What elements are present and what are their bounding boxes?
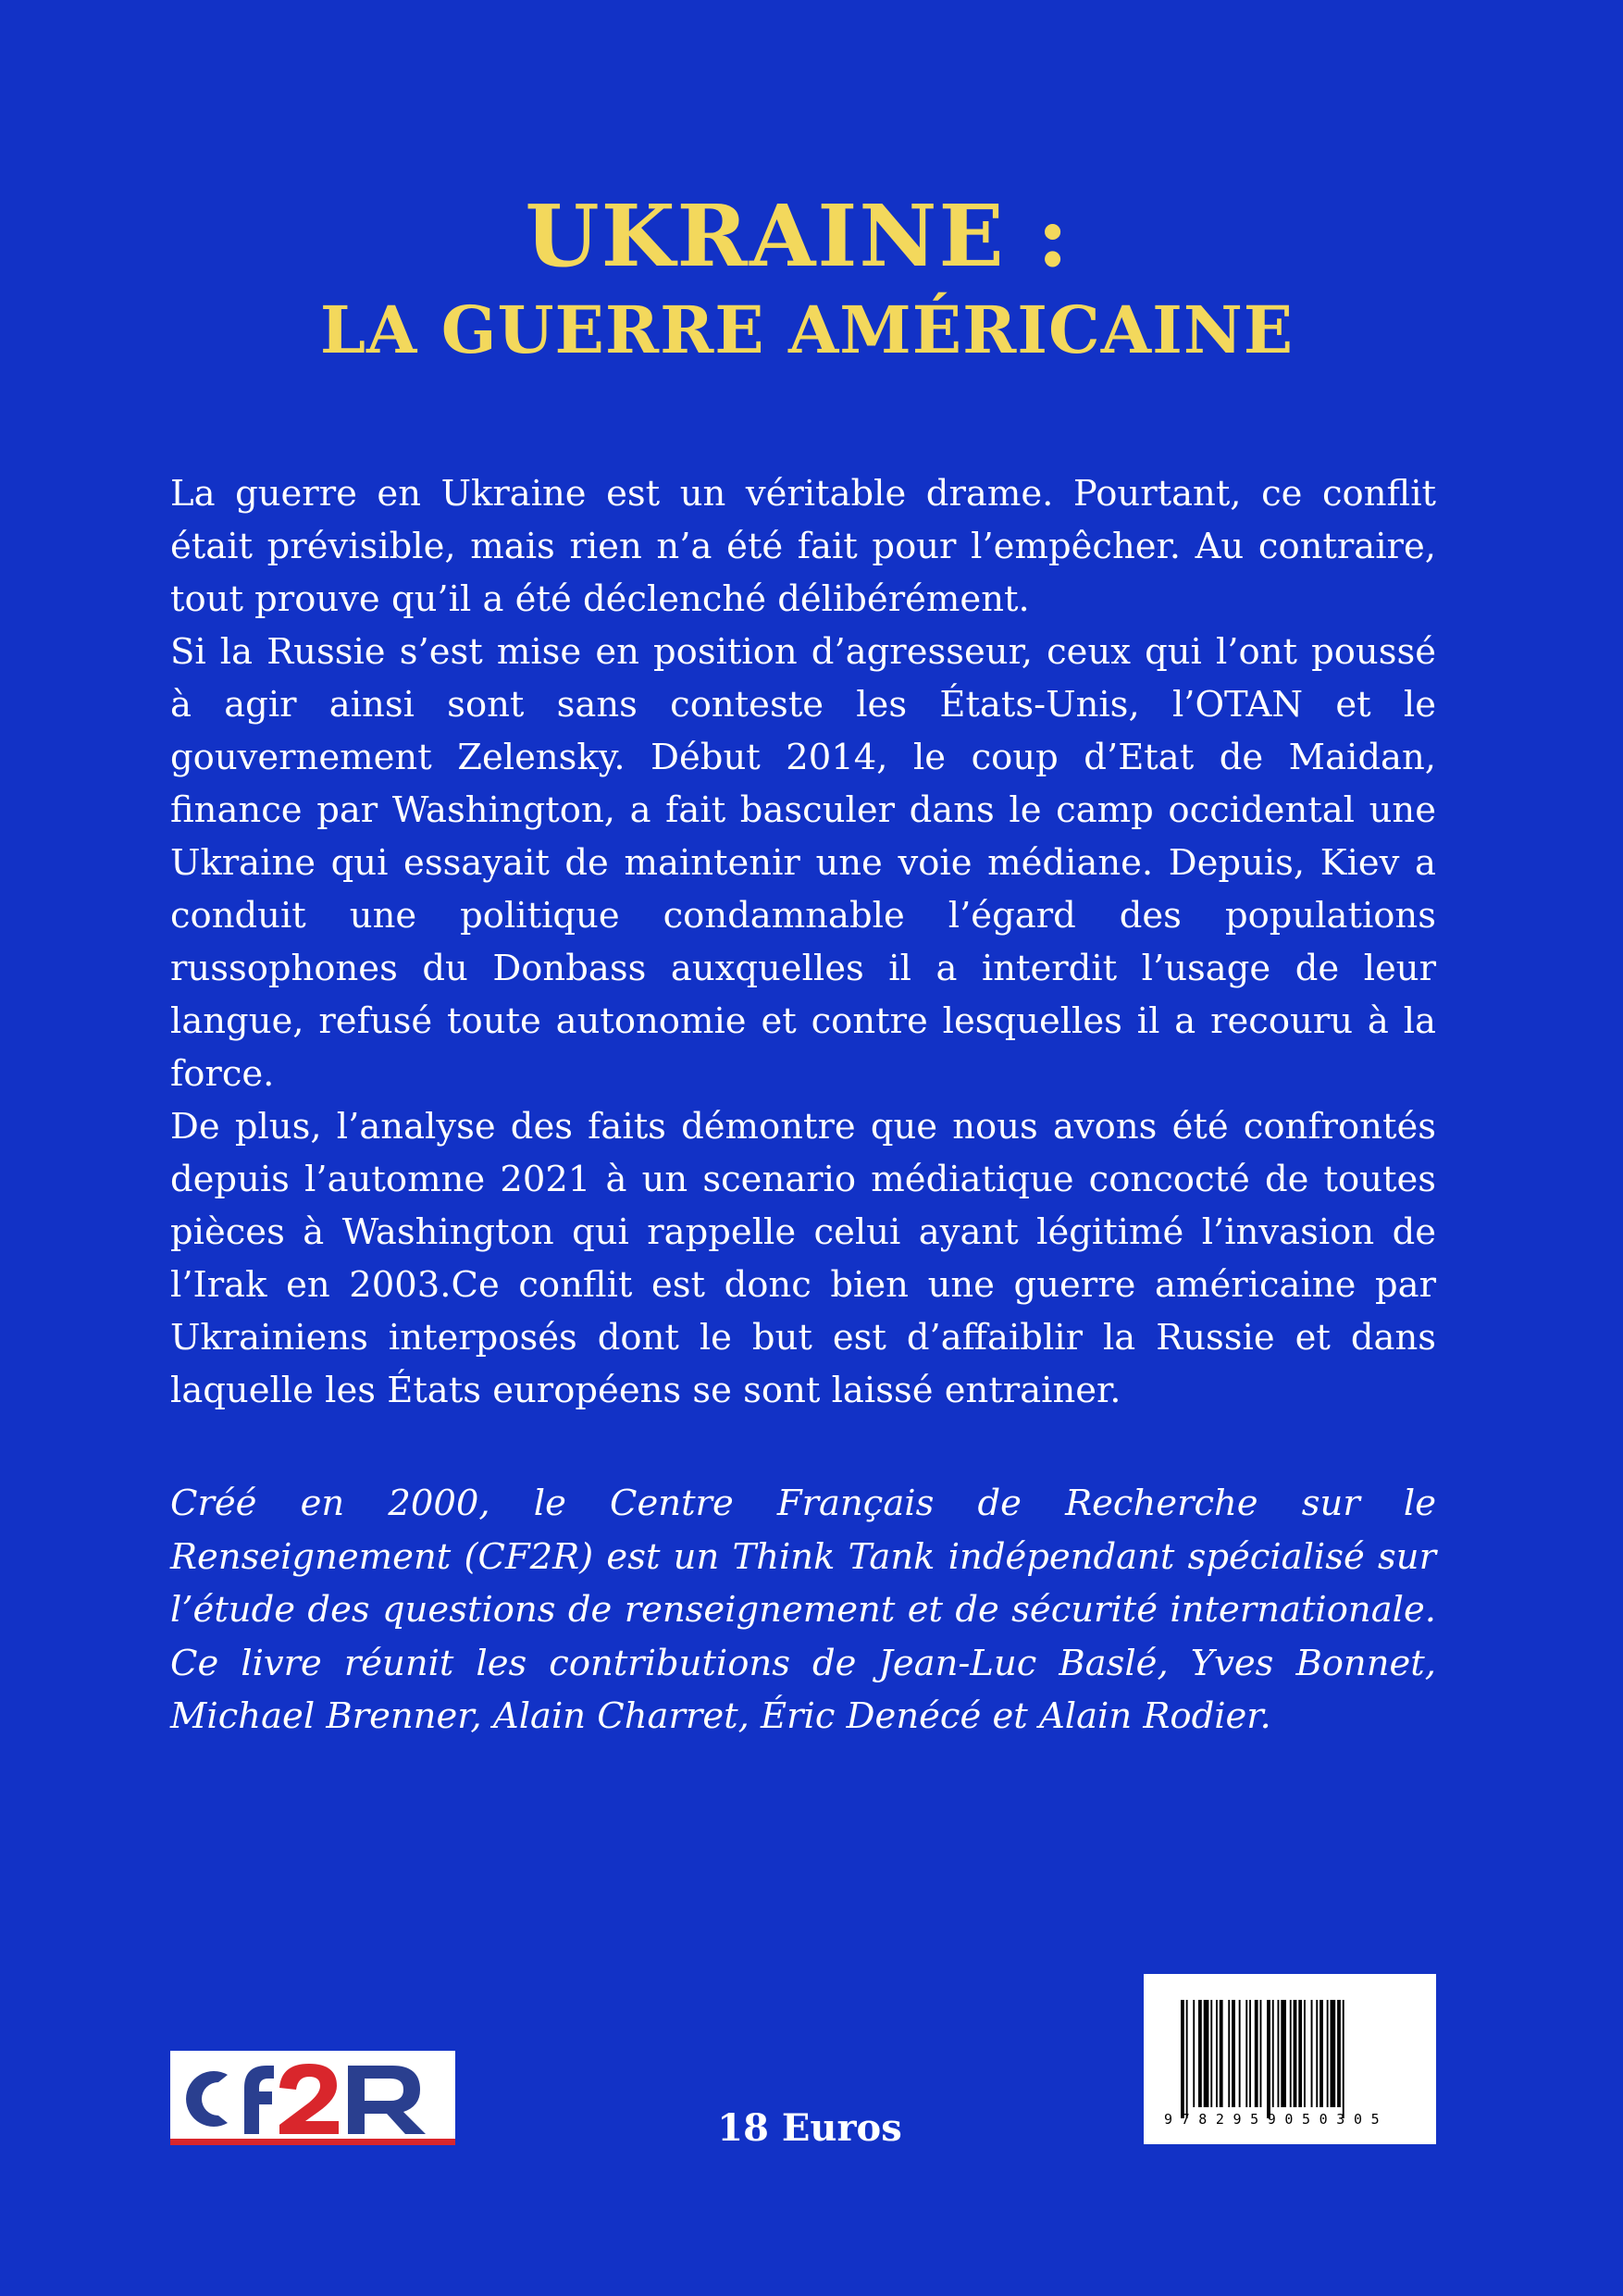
summary-paragraph-3: De plus, l’analyse des faits démontre que nous avons été confrontés depuis l’automne 2021 à un scenario médiatique concocté de toutes pièces à Washington qui rappelle celui ayant légitimé l’invasion de l’Irak en 2003.Ce conflit est donc bien une guerre américaine par Ukrainiens interposés dont le but est d’affaiblir la Russie et dans laquelle les États européens se sont laissé entrainer. [170,1106,1436,1411]
barcode-bar [1298,2000,1302,2107]
barcode-bar [1327,2000,1329,2107]
barcode-bar [1228,2000,1230,2107]
cf2r-logo [170,2051,455,2145]
barcode-bar [1181,2000,1184,2118]
barcode-bar [1220,2000,1223,2107]
price-label: 18 Euros [717,2106,902,2150]
summary-paragraph-1: La guerre en Ukraine est un véritable drame. Pourtant, ce conflit était prévisible, mais rien n’a été fait pour l’empêcher. Au contraire, tout prouve qu’il a été déclenché délibérément. [170,473,1436,620]
barcode-bar [1272,2000,1274,2107]
barcode-bar [1278,2000,1280,2107]
barcode-bar [1210,2000,1212,2107]
barcode-bar [1260,2000,1262,2107]
logo-underline [170,2139,455,2145]
barcode-bar [1304,2000,1306,2107]
barcode-bar [1186,2000,1188,2118]
barcode-bar [1232,2000,1235,2107]
barcode-bar [1255,2000,1258,2107]
title-line-1: UKRAINE : [525,186,1071,286]
title-line-2: LA GUERRE AMÉRICAINE [319,292,1295,368]
isbn-barcode [1144,1974,1436,2144]
barcode-bar [1216,2000,1218,2107]
publisher-description: Créé en 2000, le Centre Français de Recherche sur le Renseignement (CF2R) est un Think Tank indépendant spécialisé sur l’étude des questions de renseignement et de sécurité internationale. Ce livre réunit les contributions de Jean-Luc Baslé, Yves Bonnet, Michael Brenner, Alain Charret, Éric Denécé et Alain Rodier. [170,1483,1436,1737]
cf2r-logo-mark [170,2051,455,2145]
barcode-bar [1343,2000,1344,2118]
barcode-bar [1249,2000,1251,2107]
book-title [0,185,1623,374]
summary-text [170,467,1436,1417]
barcode-bar [1204,2000,1209,2107]
barcode-bar [1337,2000,1341,2107]
barcode-bar [1319,2000,1323,2107]
barcode-bar [1294,2000,1297,2107]
barcode-bar [1316,2000,1318,2107]
barcode-bar [1281,2000,1286,2107]
barcode-bar [1198,2000,1202,2107]
summary-paragraph-2: Si la Russie s’est mise en position d’agresseur, ceux qui l’ont poussé à agir ainsi sont sans conteste les États-Unis, l’OTAN et le gouvernement Zelensky. Début 2014, le coup d’Etat de Maidan, finance par Washington, a fait basculer dans le camp occidental une Ukraine qui essayait de maintenir une voie médiane. Depuis, Kiev a conduit une politique condamnable l’égard des populations russophones du Donbass auxquelles il a interdit l’usage de leur langue, refusé toute autonomie et contre lesquelles il a recouru à la force. [170,631,1436,1095]
barcode-bar [1193,2000,1195,2107]
barcode-bar [1290,2000,1292,2107]
barcode-bar [1311,2000,1313,2107]
barcode-bar [1331,2000,1336,2107]
barcode-bar [1245,2000,1247,2107]
barcode-bar [1239,2000,1241,2107]
barcode-bar [1267,2000,1270,2118]
barcode-digits: 9782959050305 [1164,2111,1389,2128]
